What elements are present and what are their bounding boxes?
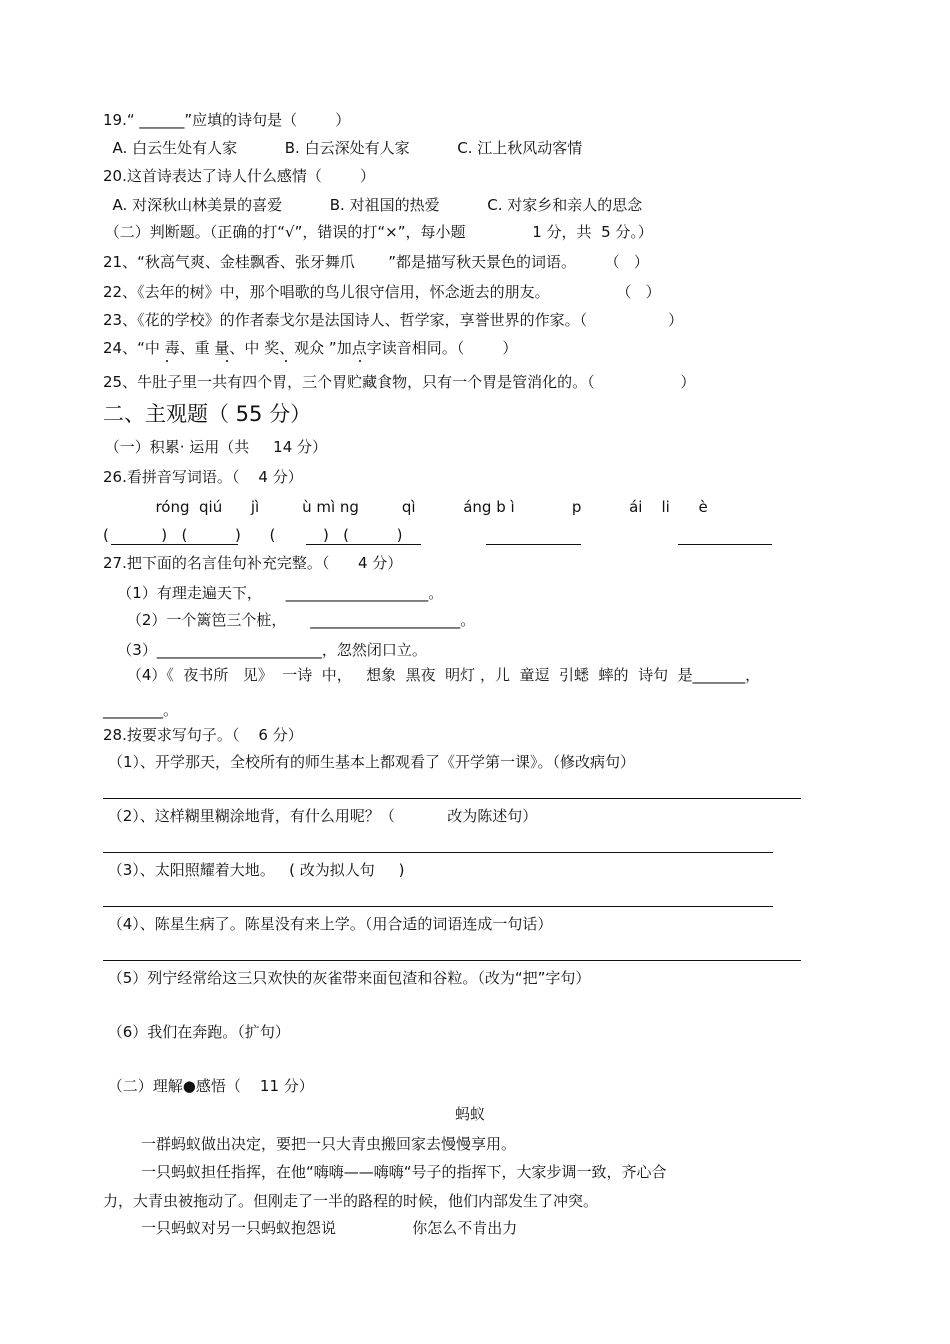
answer-line	[486, 544, 581, 545]
passage-title: 蚂蚁	[455, 1105, 486, 1123]
answer-line	[678, 544, 772, 545]
subsection-1-heading: （一）积累· 运用（共 14 分）	[100, 438, 328, 456]
answer-line	[103, 960, 801, 961]
question-20: 20.这首诗表达了诗人什么感情（ ）	[103, 167, 376, 185]
question-28: 28.按要求写句子。（ 6 分）	[103, 726, 303, 744]
question-28-6: （6）我们在奔跑。（扩句）	[103, 1023, 290, 1041]
judge-section-heading: （二）判断题。（正确的打“√”，错误的打“×”，每小题 1 分，共 5 分。）	[100, 223, 653, 241]
question-22: 22、《去年的树》中，那个唱歌的鸟儿很守信用，怀念逝去的朋友。 （ ）	[103, 283, 661, 301]
passage-paragraph: 一只蚂蚁对另一只蚂蚁抱怨说 你怎么不肯出力	[141, 1219, 518, 1237]
passage-paragraph-continued: 力，大青虫被拖动了。但刚走了一半的路程的时候，他们内部发生了冲突。	[103, 1192, 599, 1210]
question-23: 23、《花的学校》的作者泰戈尔是法国诗人、哲学家，享誉世界的作家。（ ）	[103, 311, 684, 329]
emphasis-dot	[285, 360, 287, 362]
emphasis-dot	[166, 360, 168, 362]
question-27-4: （4）《 夜书所 见》 一诗 中， 想象 黑夜 明灯 ，儿 童逗 引蟋 蟀的 诗句 是_______，	[103, 666, 761, 684]
answer-parentheses: ( ) ( ) ( ) ( )	[103, 526, 403, 544]
question-27-2: （2）一个篱笆三个桩， ____________________。	[103, 611, 476, 629]
question-25: 25、牛肚子里一共有四个胃，三个胃贮藏食物，只有一个胃是管消化的。（ ）	[103, 373, 696, 391]
question-21: 21、“秋高气爽、金桂飘香、张牙舞爪 ”都是描写秋天景色的词语。 （ ）	[103, 253, 649, 271]
question-24: 24、“中 毒、重 量、中 奖、观众 ”加点字读音相同。（ ）	[103, 339, 518, 357]
subsection-2-heading: （二）理解●感悟（ 11 分）	[103, 1077, 314, 1095]
answer-line	[306, 544, 421, 545]
emphasis-dot	[359, 360, 361, 362]
emphasis-dot	[226, 360, 228, 362]
question-20-options: A. 对深秋山林美景的喜爱 B. 对祖国的热爱 C. 对家乡和亲人的思念	[103, 196, 643, 214]
question-27-1: （1）有理走遍天下， ___________________。	[103, 584, 444, 602]
answer-line	[103, 798, 801, 799]
question-27-3: （3）______________________，忽然闭口立。	[103, 641, 427, 659]
question-28-3: （3）、太阳照耀着大地。 ( 改为拟人句 )	[103, 861, 405, 879]
question-27: 27.把下面的名言佳句补充完整。（ 4 分）	[103, 554, 403, 572]
passage-paragraph: 一只蚂蚁担任指挥，在他“嗨嗨——嗨嗨“号子的指挥下，大家步调一致，齐心合	[141, 1163, 667, 1181]
question-28-2: （2）、这样糊里糊涂地背，有什么用呢？（ 改为陈述句）	[103, 807, 538, 825]
question-19-options: A. 白云生处有人家 B. 白云深处有人家 C. 江上秋风动客情	[103, 139, 583, 157]
question-28-4: （4）、陈星生病了。陈星没有来上学。（用合适的词语连成一句话）	[103, 915, 553, 933]
passage-paragraph: 一群蚂蚁做出决定，要把一只大青虫搬回家去慢慢享用。	[141, 1135, 517, 1153]
question-26: 26.看拼音写词语。（ 4 分）	[103, 468, 303, 486]
question-27-4-continued: ________。	[103, 701, 179, 719]
pinyin-row: róng qiú jì ù mì ng qì áng b ì p ái li è	[103, 498, 708, 516]
answer-line	[111, 544, 238, 545]
question-28-1: （1）、开学那天，全校所有的师生基本上都观看了《开学第一课》。（修改病句）	[108, 753, 636, 771]
section-2-heading: 二、主观题（ 55 分）	[103, 402, 312, 426]
question-19: 19.“ ______”应填的诗句是（ ）	[103, 111, 351, 129]
answer-line	[103, 852, 773, 853]
question-28-5: （5）列宁经常给这三只欢快的灰雀带来面包渣和谷粒。（改为“把”字句）	[103, 969, 591, 987]
answer-line	[103, 906, 773, 907]
